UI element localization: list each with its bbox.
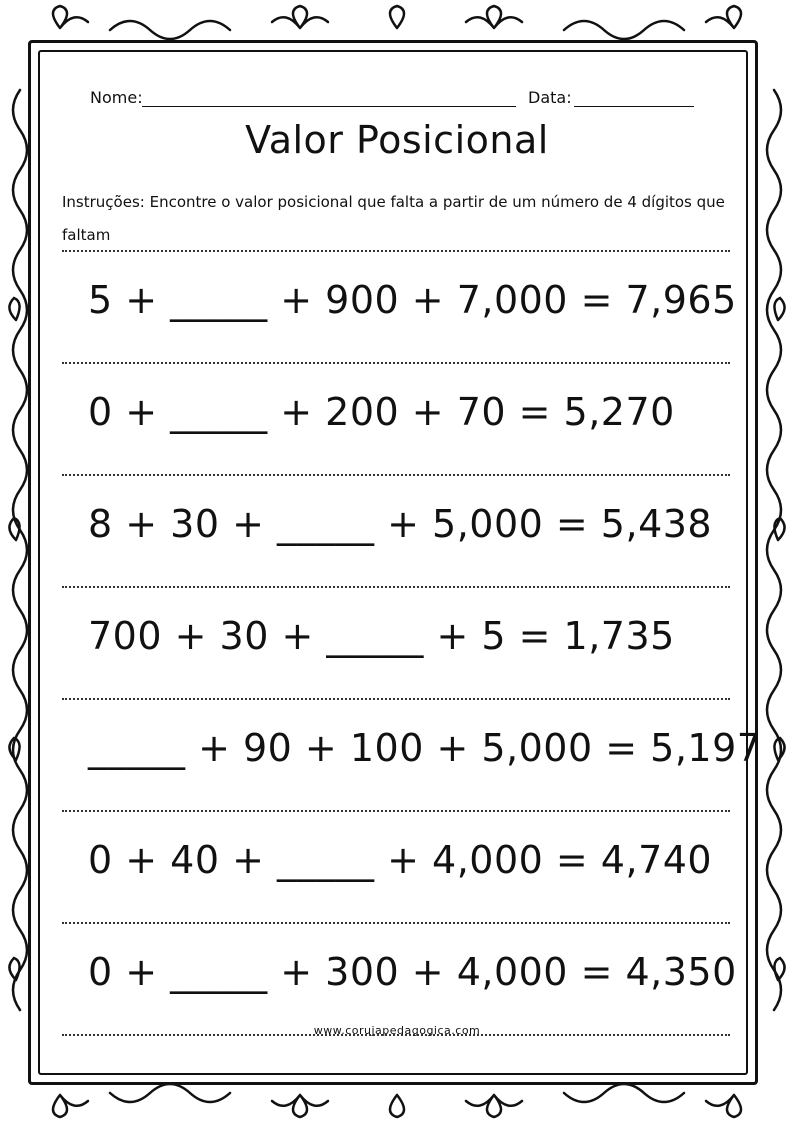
problem-row [62, 810, 730, 922]
date-label: Data: [528, 88, 572, 107]
problem-row [62, 474, 730, 586]
problem-row [62, 922, 737, 1036]
problem-equation[interactable]: 0 + _____ + 300 + 4,000 = 4,350 [88, 950, 737, 994]
problem-equation[interactable]: 0 + _____ + 200 + 70 = 5,270 [88, 390, 675, 434]
footer-url: www.corujapedagogica.com [313, 1024, 481, 1037]
problem-equation[interactable]: _____ + 90 + 100 + 5,000 = 5,197 [88, 726, 762, 770]
header-row [90, 88, 700, 112]
problem-row [62, 586, 730, 698]
problem-row [62, 362, 730, 474]
instructions: Instruções: Encontre o valor posicional que falta a partir de um número de 4 dígitos que faltam [62, 193, 725, 244]
page-title: Valor Posicional [245, 118, 549, 162]
problem-equation[interactable]: 5 + _____ + 900 + 7,000 = 7,965 [88, 278, 737, 322]
problem-equation[interactable]: 700 + 30 + _____ + 5 = 1,735 [88, 614, 675, 658]
problem-list [62, 250, 762, 1036]
problem-equation[interactable]: 0 + 40 + _____ + 4,000 = 4,740 [88, 838, 713, 882]
name-label: Nome: [90, 88, 143, 107]
problem-row [62, 250, 737, 362]
name-field-line[interactable] [142, 106, 516, 107]
problem-row [62, 698, 762, 810]
problem-equation[interactable]: 8 + 30 + _____ + 5,000 = 5,438 [88, 502, 713, 546]
date-field-line[interactable] [574, 106, 694, 107]
